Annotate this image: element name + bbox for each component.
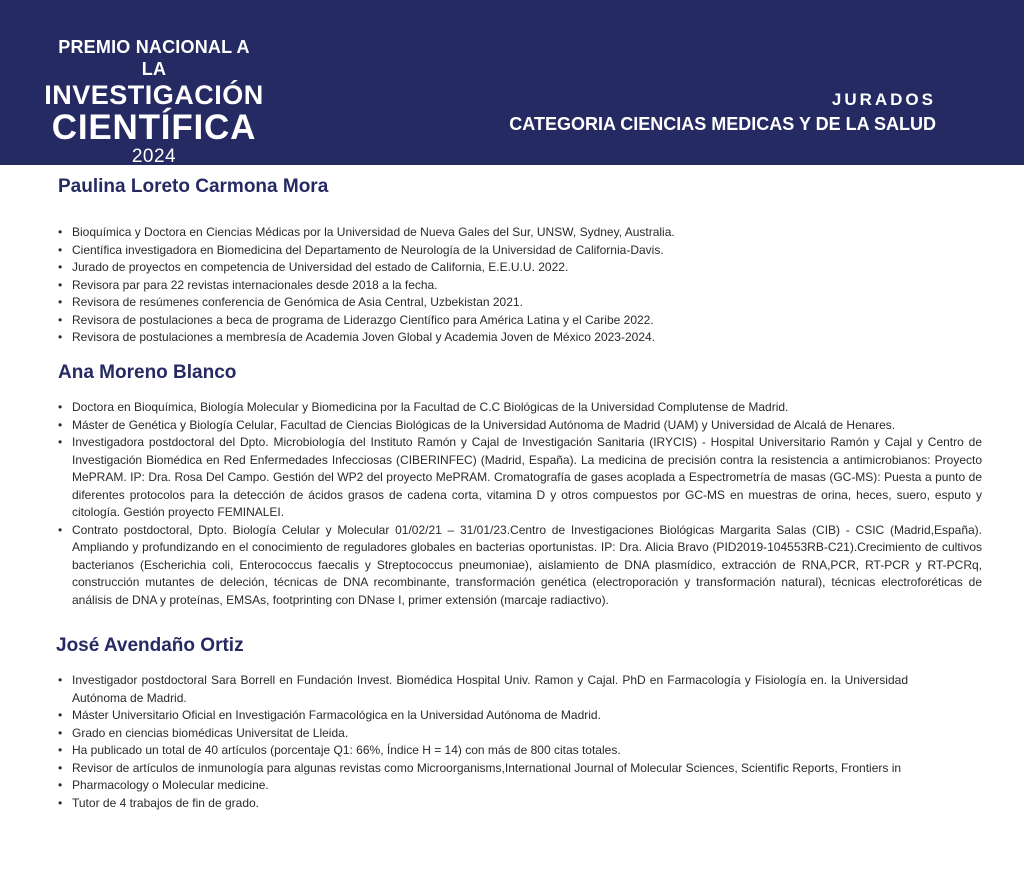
juror-section (0, 634, 1024, 810)
juror-name: Ana Moreno Blanco (58, 362, 237, 383)
list-item: • Jurado de proyectos en competencia de Universidad del estado de California, E.E.U.U. 2022. (58, 259, 982, 277)
logo-line-3: CIENTÍFICA (51, 108, 257, 147)
logo-line-1: PREMIO NACIONAL A LA (58, 37, 250, 79)
jurados-title: JURADOS (831, 90, 936, 109)
list-item: • Investigadora postdoctoral del Dpto. Microbiología del Instituto Ramón y Cajal de Investigación Sanitaria (IRYCIS) - Hospital Universitario Ramón y Cajal y Centro de Investigación Biomédica en Red Enfermedades Infecciosas (CIBERINFEC) (Madrid, España). La medicina de precisión contra la resistencia a antimicrobianos: Proyecto MePRAM. IP: Dra. Rosa Del Campo. Gestión del WP2 del proyecto MePRAM. Cromatografía de gases acoplada a Espectrometría de masas (GC-MS): Puesta a punto de diferentes protocolos para la detección de ácidos grasos de cadena corta, vitamina D y otros compuestos por GC-MS en muestras de orina, heces, suero, esputo y citología. Gestión proyecto FEMINALEI. (58, 434, 982, 522)
list-item: • Científica investigadora en Biomedicina del Departamento de Neurología de la Universidad de California-Davis. (58, 242, 982, 260)
list-item: • Investigador postdoctoral Sara Borrell en Fundación Invest. Biomédica Hospital Univ. Ramon y Cajal. PhD en Farmacología y Fisiología en. la Universidad Autónoma de Madrid. (58, 672, 908, 707)
list-item: • Revisor de artículos de inmunología para algunas revistas como Microorganisms,International Journal of Molecular Sciences, Scientific Reports, Frontiers in (58, 760, 908, 778)
juror-section (0, 175, 1024, 344)
category-title: CATEGORIA CIENCIAS MEDICAS Y DE LA SALUD (509, 114, 936, 134)
list-item: • Máster de Genética y Biología Celular, Facultad de Ciencias Biológicas de la Universidad Autónoma de Madrid (UAM) y Universidad de Alcalá de Henares. (58, 417, 982, 435)
list-item: • Contrato postdoctoral, Dpto. Biología Celular y Molecular 01/02/21 – 31/01/23.Centro de Investigaciones Biológicas Margarita Salas (CIB) - CSIC (Madrid,España). Ampliando y profundizando en el conocimiento de reguladores globales en bacterias oportunistas. IP: Dra. Alicia Bravo (PID2019-104553RB-C21).Crecimiento de cultivos bacterianos (Escherichia coli, Enterococcus faecalis y Streptococcus pneumoniae), aislamiento de DNA plasmídico, extracción de RNA,PCR, RT-PCR y RT-PCRq, construcción mutantes de deleción, técnicas de DNA recombinante, transformación genética (electroporación y transformación natural), técnicas electroforéticas de análisis de DNA y proteínas, EMSAs, footprinting con DNase I, primer extensión (marcaje radiactivo). (58, 522, 982, 610)
list-item: • Ha publicado un total de 40 artículos (porcentaje Q1: 66%, Índice H = 14) con más de 800 citas totales. (58, 742, 908, 760)
award-logo (44, 36, 264, 168)
list-item: • Pharmacology o Molecular medicine. (58, 777, 908, 795)
juror-name: Paulina Loreto Carmona Mora (58, 176, 329, 197)
logo-line-2: INVESTIGACIÓN (44, 80, 264, 110)
juror-bullets (58, 224, 982, 347)
logo-year: 2024 (131, 146, 177, 167)
list-item: • Revisora de postulaciones a beca de programa de Liderazgo Científico para América Latina y el Caribe 2022. (58, 312, 982, 330)
header-titles (509, 89, 936, 137)
list-item: • Bioquímica y Doctora en Ciencias Médicas por la Universidad de Nueva Gales del Sur, UNSW, Sydney, Australia. (58, 224, 982, 242)
list-item: • Revisora de postulaciones a membresía de Academia Joven Global y Academia Joven de México 2023-2024. (58, 329, 982, 347)
list-item: • Revisora par para 22 revistas internacionales desde 2018 a la fecha. (58, 277, 982, 295)
page-header (0, 0, 1024, 165)
juror-section (0, 361, 1024, 607)
list-item: • Grado en ciencias biomédicas Universitat de Lleida. (58, 725, 908, 743)
list-item: • Tutor de 4 trabajos de fin de grado. (58, 795, 908, 813)
list-item: • Máster Universitario Oficial en Investigación Farmacológica en la Universidad Autónoma de Madrid. (58, 707, 908, 725)
juror-name: José Avendaño Ortiz (56, 635, 244, 656)
list-item: • Doctora en Bioquímica, Biología Molecular y Biomedicina por la Facultad de C.C Biológicas de la Universidad Complutense de Madrid. (58, 399, 982, 417)
list-item: • Revisora de resúmenes conferencia de Genómica de Asia Central, Uzbekistan 2021. (58, 294, 982, 312)
juror-bullets (58, 672, 908, 812)
juror-bullets (58, 399, 982, 609)
